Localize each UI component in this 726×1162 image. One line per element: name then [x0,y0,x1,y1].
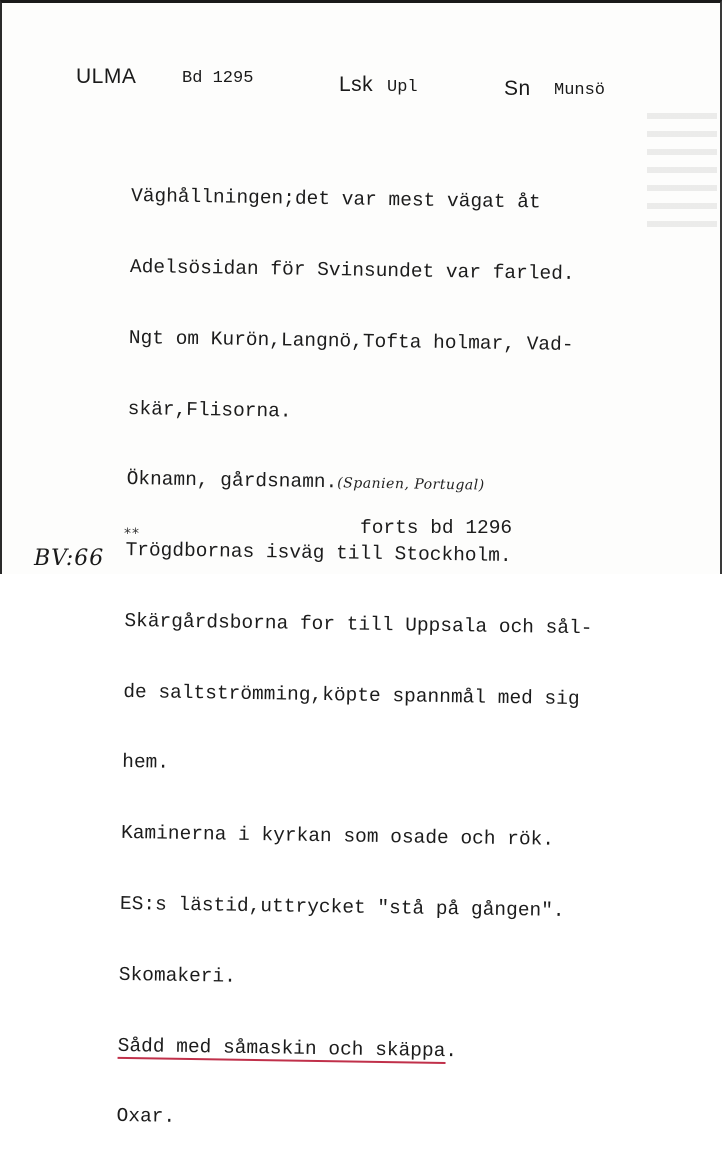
archive-label: ULMA [76,65,137,88]
text-line: ES:s lästid,uttrycket "stå på gången". [119,892,565,922]
socken-value: Munsö [554,81,606,100]
underlined-line-suffix: . [445,1039,458,1062]
handwritten-shelfmark: BV:66 [34,546,105,571]
text-line: skär,Flisorna. [127,397,292,423]
text-line: hem. [122,751,170,775]
text-line: Trögdbornas isväg till Stockholm. [125,539,512,568]
card-body [116,138,712,1162]
red-underlined-text: Sådd med såmaskin och skäppa [117,1034,446,1062]
text-line: Skomakeri. [118,963,237,988]
volume-number: Bd 1295 [182,69,254,88]
text-line: Ngt om Kurön,Langnö,Tofta holmar, Vad- [128,326,574,356]
socken-label: Sn [504,77,531,100]
text-line: Oxar. [116,1105,176,1129]
text-line: Kaminerna i kyrkan som osade och rök. [120,822,555,851]
underlined-line [118,1034,698,1067]
continuation-note: forts bd 1296 [360,517,513,539]
handwritten-note: (Spanien, Portugal) [337,475,485,494]
landskap-label: Lsk [339,73,374,96]
text-line-main: Öknamn, gårdsnamn. [126,468,338,494]
text-line: de saltströmming,köpte spannmål med sig [123,680,580,710]
text-line: Väghållningen;det var mest vägat åt [130,185,541,214]
text-line-with-note [126,468,706,501]
text-line: Adelsösidan för Svinsundet var farled. [129,255,575,285]
text-line: Skärgårdsborna for till Uppsala och sål- [124,609,593,640]
landskap-value: Upl [387,78,418,97]
double-asterisk: ** [124,526,140,542]
